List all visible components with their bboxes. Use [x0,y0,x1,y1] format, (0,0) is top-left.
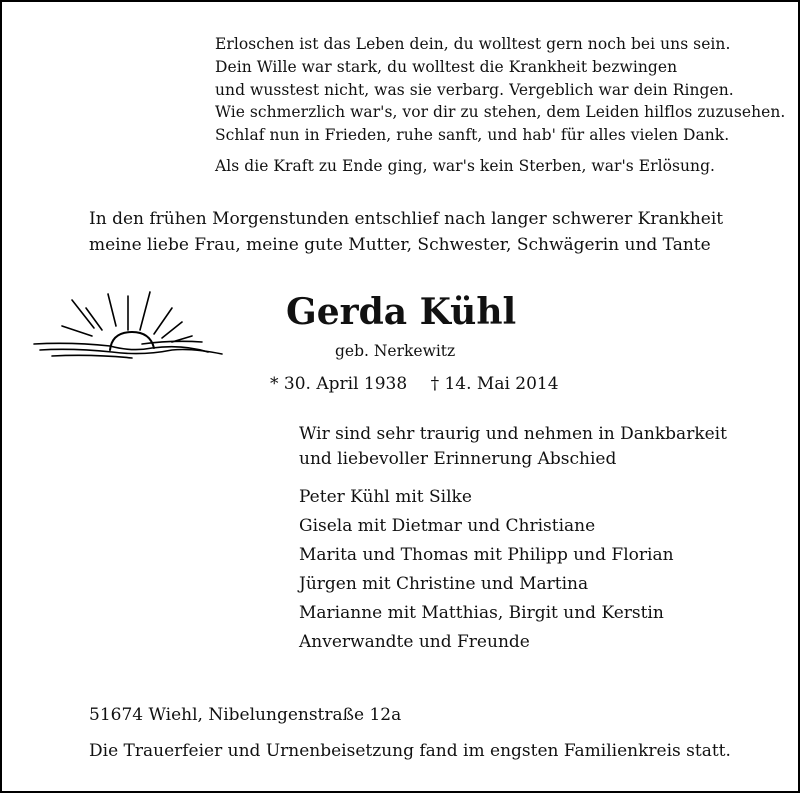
poem-line: Wie schmerzlich war's, vor dir zu stehen, dem Leiden hilflos zuzusehen. [215,103,786,122]
birth-name: geb. Nerkewitz [335,342,456,360]
farewell-line: und liebevoller Erinnerung Abschied [299,449,617,469]
death-date: † 14. Mai 2014 [430,374,559,394]
poem-line: Schlaf nun in Frieden, ruhe sanft, und hab' für alles vielen Dank. [215,126,730,145]
deceased-name: Gerda Kühl [286,291,517,333]
family-member: Peter Kühl mit Silke [299,487,472,507]
poem [215,33,785,178]
poem-line: und wusstest nicht, was sie verbarg. Vergeblich war dein Ringen. [215,80,734,99]
family-member: Anverwandte und Freunde [299,632,530,652]
family-member: Gisela mit Dietmar und Christiane [299,516,596,536]
family-member: Marianne mit Matthias, Birgit und Kerstin [299,603,664,623]
poem-line: Erloschen ist das Leben dein, du wolltest gern noch bei uns sein. [215,35,731,53]
family-member: Marita und Thomas mit Philipp und Florian [299,545,674,565]
poem-closing-line: Als die Kraft zu Ende ging, war's kein Sterben, war's Erlösung. [215,156,716,175]
sunrise-icon [32,286,232,366]
address: 51674 Wiehl, Nibelungenstraße 12a [89,705,402,725]
family-list [299,483,674,657]
life-dates [270,372,559,396]
poem-line: Dein Wille war stark, du wolltest die Krankheit bezwingen [215,57,678,76]
intro-line: meine liebe Frau, meine gute Mutter, Schwester, Schwägerin und Tante [89,235,711,255]
family-member: Jürgen mit Christine und Martina [299,574,589,594]
closing-note: Die Trauerfeier und Urnenbeisetzung fand im engsten Familienkreis statt. [89,741,731,761]
birth-date: * 30. April 1938 [270,374,408,394]
farewell-line: Wir sind sehr traurig und nehmen in Dankbarkeit [299,424,727,444]
intro-line: In den frühen Morgenstunden entschlief nach langer schwerer Krankheit [89,209,724,229]
intro-text [89,206,723,258]
farewell-text [299,422,727,472]
